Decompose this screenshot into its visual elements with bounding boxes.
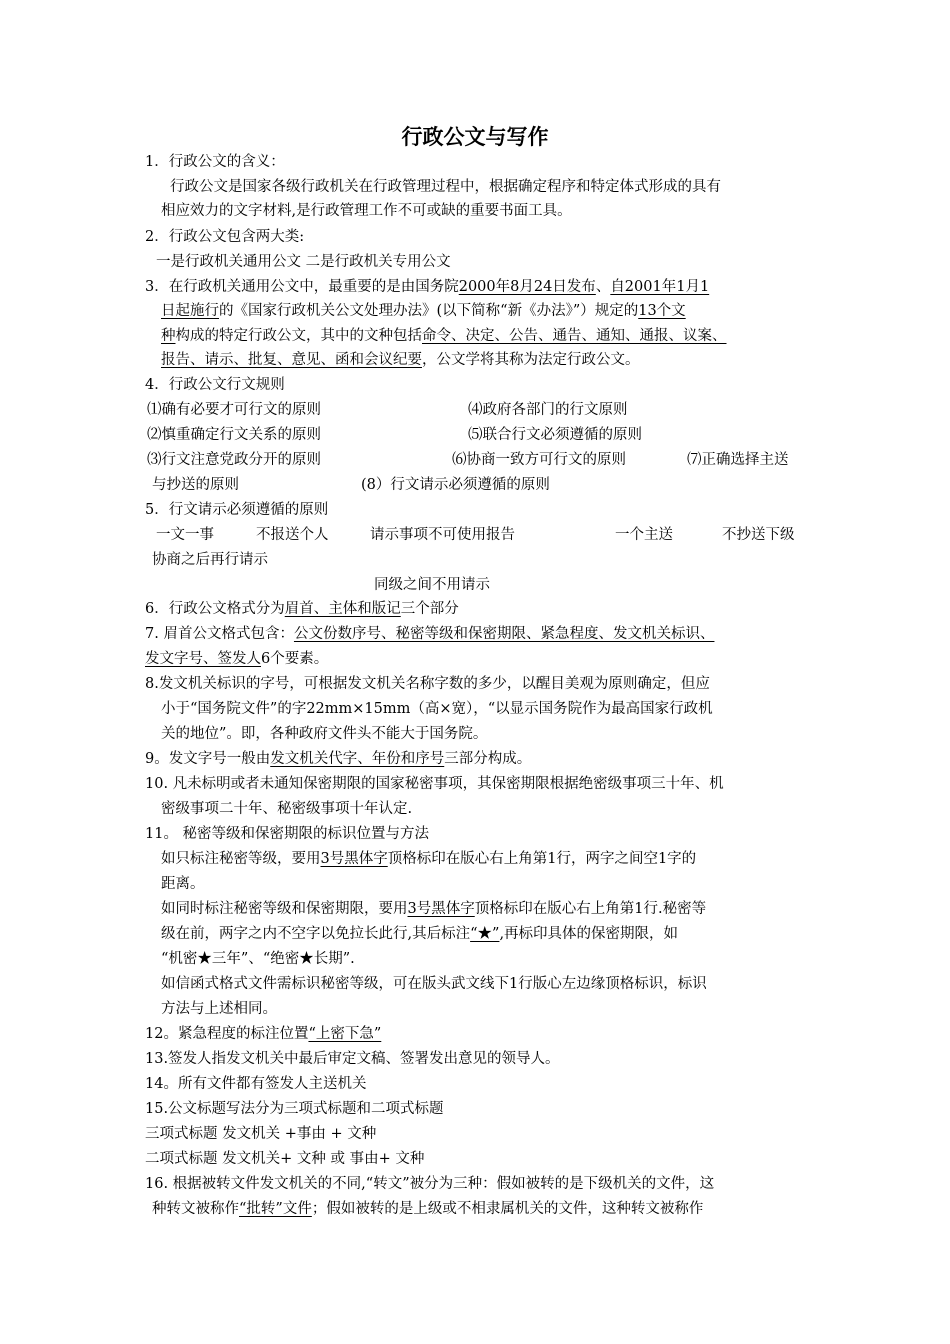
text-segment: 4．行政公文行文规则 bbox=[145, 377, 285, 393]
text-segment: 级在前，两字之内不空字以免拉长此行,其后标注 bbox=[161, 926, 471, 942]
text-segment: 14。所有文件都有签发人主送机关 bbox=[145, 1076, 367, 1092]
underlined-text: “批转”文件 bbox=[239, 1201, 312, 1217]
text-segment: 构成的特定行政公文，其中的文种包括 bbox=[175, 328, 422, 344]
underlined-text: 公文份数序号、秘密等级和保密期限、紧急程度、发文机关标识、 bbox=[293, 626, 715, 642]
text-segment: 顶格标印在版心右上角第1行.秘密等 bbox=[474, 901, 707, 917]
text-line bbox=[145, 622, 714, 646]
text-line bbox=[152, 1197, 703, 1221]
text-segment: 与抄送的原则 bbox=[152, 477, 239, 493]
text-segment: 16. 根据被转文件发文机关的不同,“转文”被分为三种：假如被转的是下级机关的文件，这 bbox=[145, 1176, 715, 1192]
text-line bbox=[370, 523, 515, 547]
text-line bbox=[145, 1172, 714, 1196]
text-segment: 13.签发人指发文机关中最后审定文稿、签署发出意见的领导人。 bbox=[145, 1051, 560, 1067]
text-segment: 三个部分 bbox=[400, 601, 459, 617]
underlined-text: 2000年8月24日发布 bbox=[458, 279, 596, 295]
text-segment: 3．在行政机关通用公文中，最重要的是由国务院 bbox=[145, 279, 459, 295]
text-segment: 同级之间不用请示 bbox=[374, 577, 490, 593]
text-segment: 、 bbox=[595, 279, 611, 295]
text-line bbox=[145, 1047, 560, 1071]
text-segment: 三部分构成。 bbox=[444, 751, 532, 767]
underlined-text: 自2001年1月1 bbox=[610, 279, 710, 295]
text-line bbox=[145, 275, 709, 299]
text-line bbox=[145, 1072, 366, 1096]
text-line bbox=[161, 299, 686, 323]
text-segment: 密级事项二十年、秘密级事项十年认定. bbox=[161, 801, 413, 817]
text-line bbox=[161, 697, 713, 721]
text-line bbox=[152, 548, 268, 572]
text-line bbox=[156, 523, 214, 547]
text-line bbox=[468, 423, 642, 447]
underlined-text: 命令、决定、公告、通告、通知、通报、议案、 bbox=[422, 328, 727, 344]
text-segment: ⑶行文注意党政分开的原则 bbox=[147, 452, 321, 468]
text-segment: 如信函式格式文件需标识秘密等级，可在版头武文线下1行版心左边缘顶格标识，标识 bbox=[161, 976, 707, 992]
underlined-text: “上密下急” bbox=[308, 1026, 382, 1042]
text-segment: 距离。 bbox=[161, 876, 205, 892]
text-line bbox=[156, 250, 451, 274]
text-line bbox=[452, 448, 626, 472]
text-line bbox=[147, 398, 321, 422]
text-segment: 1．行政公文的含义： bbox=[145, 154, 285, 170]
text-segment: 10. 凡未标明或者未通知保密期限的国家秘密事项，其保密期限根据绝密级事项三十年、机 bbox=[145, 776, 724, 792]
text-line bbox=[161, 922, 678, 946]
underlined-text: 日起施行 bbox=[161, 303, 219, 319]
text-line bbox=[722, 523, 795, 547]
text-line bbox=[468, 398, 628, 422]
text-segment: 12。紧急程度的标注位置 bbox=[145, 1026, 309, 1042]
text-segment: 小于“国务院文件”的字22mm×15mm（高×宽），“以显示国务院作为最高国家行政机 bbox=[161, 701, 713, 717]
text-segment: 5．行文请示必须遵循的原则 bbox=[145, 502, 329, 518]
text-segment: 如只标注秘密等级，要用 bbox=[161, 851, 321, 867]
text-line bbox=[145, 1147, 424, 1171]
text-line bbox=[161, 847, 696, 871]
text-segment: ⑺正确选择主送 bbox=[687, 452, 789, 468]
text-segment: ⑷政府各部门的行文原则 bbox=[468, 402, 628, 418]
text-line bbox=[152, 473, 239, 497]
text-line bbox=[145, 498, 328, 522]
document-title: 行政公文与写作 bbox=[401, 125, 549, 149]
text-line bbox=[147, 423, 321, 447]
text-line bbox=[687, 448, 789, 472]
underlined-text: 3号黑体字 bbox=[320, 851, 388, 867]
text-line bbox=[145, 1022, 381, 1046]
underlined-text: 发文字号、签发人 bbox=[145, 651, 261, 667]
text-line bbox=[615, 523, 673, 547]
text-line bbox=[145, 150, 285, 174]
text-line bbox=[256, 523, 329, 547]
text-segment: ；假如被转的是上级或不相隶属机关的文件，这种转文被称作 bbox=[311, 1201, 704, 1217]
underlined-text: 种 bbox=[161, 328, 176, 344]
underlined-text: 报告、请示、批复、意见、函和会议纪要 bbox=[161, 352, 422, 368]
text-segment: 顶格标印在版心右上角第1行，两字之间空1字的 bbox=[387, 851, 697, 867]
text-line bbox=[170, 175, 721, 199]
text-segment: 一是行政机关通用公文 二是行政机关专用公文 bbox=[156, 254, 451, 270]
text-line bbox=[145, 747, 531, 771]
text-line bbox=[145, 1122, 376, 1146]
text-line bbox=[145, 1097, 444, 1121]
text-line bbox=[161, 972, 707, 996]
text-segment: 一个主送 bbox=[615, 527, 673, 543]
underlined-text: 眉首、主体和版记 bbox=[284, 601, 401, 617]
text-segment: 不抄送下级 bbox=[722, 527, 795, 543]
text-segment: (8）行文请示必须遵循的原则 bbox=[361, 477, 550, 493]
text-segment: “机密★三年”、“绝密★长期”. bbox=[161, 951, 355, 967]
text-line bbox=[145, 822, 429, 846]
text-line bbox=[145, 647, 328, 671]
text-segment: 二项式标题 发文机关+ 文种 或 事由+ 文种 bbox=[145, 1151, 425, 1167]
text-segment: 方法与上述相同。 bbox=[161, 1001, 277, 1017]
text-line bbox=[161, 872, 205, 896]
text-line bbox=[374, 573, 490, 597]
text-segment: 7. 眉首公文格式包含： bbox=[145, 626, 294, 642]
text-segment: ⑸联合行文必须遵循的原则 bbox=[468, 427, 642, 443]
text-segment: 请示事项不可使用报告 bbox=[370, 527, 515, 543]
underlined-text: 发文机关代字、年份和序号 bbox=[270, 751, 445, 767]
text-line bbox=[161, 997, 277, 1021]
text-segment: 2．行政公文包含两大类: bbox=[145, 229, 305, 245]
text-segment: 不报送个人 bbox=[256, 527, 329, 543]
text-segment: 6个要素。 bbox=[261, 651, 329, 667]
text-line bbox=[145, 373, 285, 397]
text-line bbox=[161, 897, 706, 921]
text-segment: 三项式标题 发文机关 +事由 + 文种 bbox=[145, 1126, 377, 1142]
text-line bbox=[161, 348, 640, 372]
text-line bbox=[161, 947, 355, 971]
text-line bbox=[147, 448, 321, 472]
text-line bbox=[361, 473, 550, 497]
text-line bbox=[145, 597, 459, 621]
text-line bbox=[161, 797, 412, 821]
text-segment: 如同时标注秘密等级和保密期限，要用 bbox=[161, 901, 408, 917]
text-segment: 6．行政公文格式分为 bbox=[145, 601, 285, 617]
text-line bbox=[145, 225, 304, 249]
underlined-text: 3号黑体字 bbox=[407, 901, 475, 917]
text-segment: 9。发文字号一般由 bbox=[145, 751, 271, 767]
text-segment: ，公文学将其称为法定行政公文。 bbox=[422, 352, 640, 368]
text-segment: 相应效力的文字材料,是行政管理工作不可或缺的重要书面工具。 bbox=[161, 203, 572, 219]
text-segment: 关的地位”。即，各种政府文件头不能大于国务院。 bbox=[161, 726, 488, 742]
text-segment: ,再标印具体的保密期限，如 bbox=[499, 926, 679, 942]
text-segment: ⑵慎重确定行文关系的原则 bbox=[147, 427, 321, 443]
text-segment: 一文一事 bbox=[156, 527, 214, 543]
underlined-text: 13个文 bbox=[638, 303, 686, 319]
text-line bbox=[161, 324, 727, 348]
text-segment: 11。 秘密等级和保密期限的标识位置与方法 bbox=[145, 826, 430, 842]
text-line bbox=[161, 199, 572, 223]
text-segment: 15.公文标题写法分为三项式标题和二项式标题 bbox=[145, 1101, 444, 1117]
text-segment: ⑹协商一致方可行文的原则 bbox=[452, 452, 626, 468]
text-line bbox=[161, 722, 487, 746]
text-segment: 行政公文是国家各级行政机关在行政管理过程中，根据确定程序和特定体式形成的具有 bbox=[170, 179, 721, 195]
text-segment: 种转文被称作 bbox=[152, 1201, 239, 1217]
text-line bbox=[145, 672, 710, 696]
text-segment: 8.发文机关标识的字号，可根据发文机关名称字数的多少，以醒目美观为原则确定，但应 bbox=[145, 676, 710, 692]
text-segment: 协商之后再行请示 bbox=[152, 552, 268, 568]
underlined-text: “★” bbox=[470, 926, 500, 942]
text-segment: 的《国家行政机关公文处理办法》(以下简称“新《办法》”）规定的 bbox=[219, 303, 639, 319]
text-line bbox=[145, 772, 724, 796]
text-segment: ⑴确有必要才可行文的原则 bbox=[147, 402, 321, 418]
